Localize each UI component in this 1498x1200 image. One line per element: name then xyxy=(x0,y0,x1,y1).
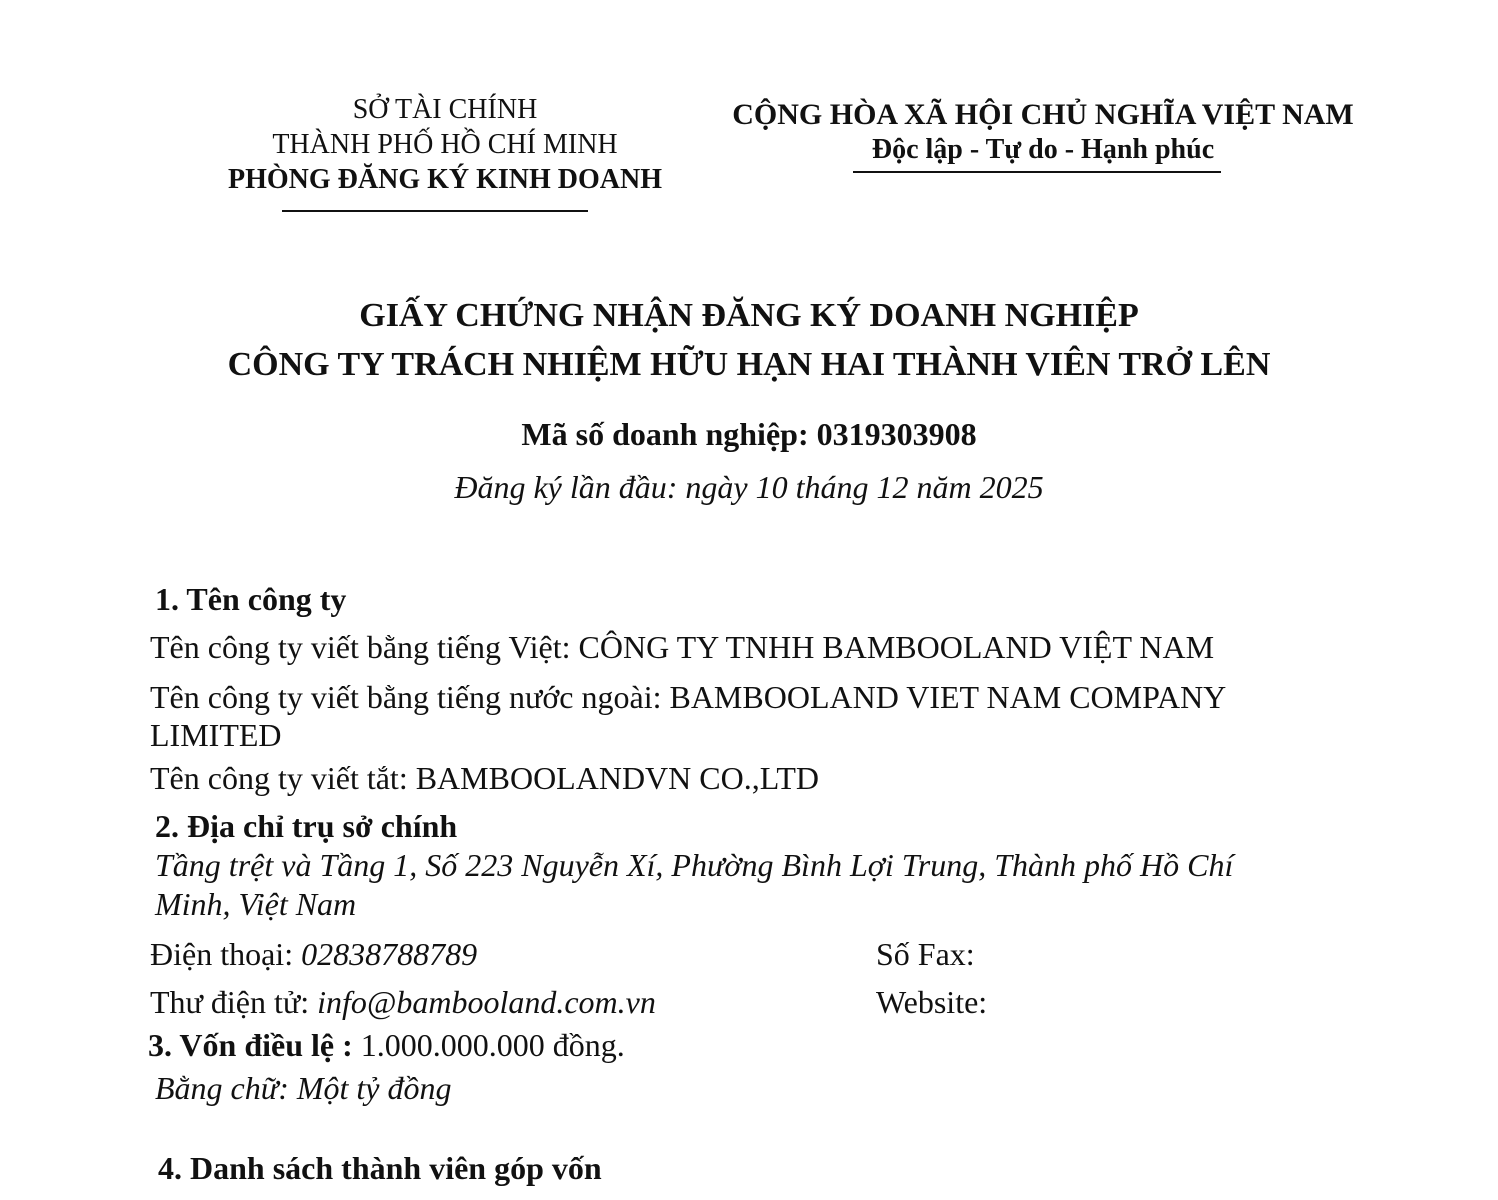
address-line-2: Minh, Việt Nam xyxy=(155,886,357,922)
national-header xyxy=(718,97,1368,167)
authority-line-1: SỞ TÀI CHÍNH xyxy=(352,94,538,125)
national-motto: Độc lập - Tự do - Hạnh phúc xyxy=(871,134,1215,165)
phone-label: Điện thoại: xyxy=(150,936,294,972)
enterprise-code: Mã số doanh nghiệp: 0319303908 xyxy=(521,416,977,452)
document-title-line-2: CÔNG TY TRÁCH NHIỆM HỮU HẠN HAI THÀNH VIÊN TRỞ LÊN xyxy=(227,346,1271,383)
company-name-foreign-line-2: LIMITED xyxy=(150,717,282,753)
phone-value: 02838788789 xyxy=(301,936,478,972)
company-name-foreign-line-1: Tên công ty viết bằng tiếng nước ngoài: BAMBOOLAND VIET NAM COMPANY xyxy=(150,679,1227,715)
charter-capital-amount: 1.000.000.000 đồng. xyxy=(360,1027,625,1063)
company-name-vietnamese: Tên công ty viết bằng tiếng Việt: CÔNG TY TNHH BAMBOOLAND VIỆT NAM xyxy=(150,629,1215,665)
fax-label: Số Fax: xyxy=(876,936,975,972)
charter-capital-row xyxy=(148,1027,625,1064)
email-label: Thư điện tử: xyxy=(150,984,310,1020)
motto-underline xyxy=(853,171,1221,173)
address-line-1: Tầng trệt và Tầng 1, Số 223 Nguyễn Xí, Phường Bình Lợi Trung, Thành phố Hồ Chí xyxy=(155,847,1234,883)
national-name: CỘNG HÒA XÃ HỘI CHỦ NGHĨA VIỆT NAM xyxy=(732,98,1354,131)
section-1-heading: 1. Tên công ty xyxy=(155,581,347,617)
email-value: info@bambooland.com.vn xyxy=(317,984,656,1020)
website-label: Website: xyxy=(876,984,988,1020)
document-title-line-1: GIẤY CHỨNG NHẬN ĐĂNG KÝ DOANH NGHIỆP xyxy=(359,297,1139,334)
section-3-heading: 3. Vốn điều lệ : xyxy=(148,1027,353,1063)
section-2-heading: 2. Địa chỉ trụ sở chính xyxy=(155,808,458,844)
company-short-name: Tên công ty viết tắt: BAMBOOLANDVN CO.,LTD xyxy=(150,760,819,796)
issuing-authority xyxy=(205,92,685,197)
phone-row xyxy=(150,936,477,973)
authority-line-2: THÀNH PHỐ HỒ CHÍ MINH xyxy=(272,129,618,160)
section-4-heading: 4. Danh sách thành viên góp vốn xyxy=(158,1150,602,1186)
email-row xyxy=(150,984,656,1021)
authority-line-3: PHÒNG ĐĂNG KÝ KINH DOANH xyxy=(228,164,662,195)
authority-underline xyxy=(282,210,588,212)
charter-capital-in-words: Bằng chữ: Một tỷ đồng xyxy=(155,1070,452,1106)
first-registration-date: Đăng ký lần đầu: ngày 10 tháng 12 năm 2025 xyxy=(454,469,1044,505)
